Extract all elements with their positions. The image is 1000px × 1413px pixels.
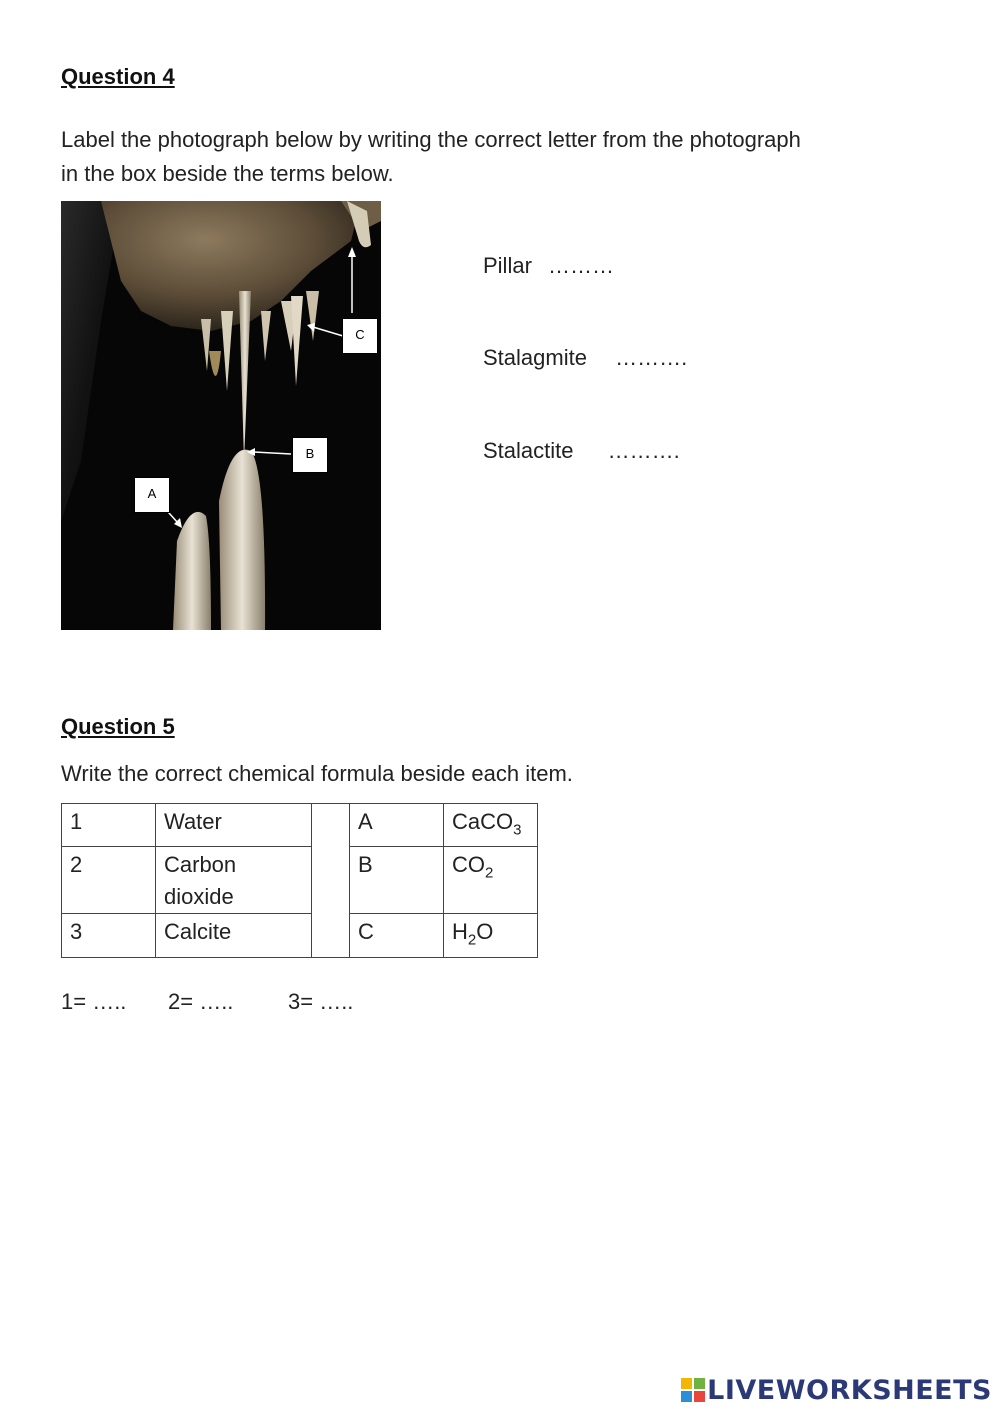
photo-label-b: B — [292, 437, 328, 473]
term-pillar — [483, 253, 614, 279]
photo-label-a: A — [134, 477, 170, 513]
term-stalagmite-label: Stalagmite — [483, 345, 587, 370]
term-stalactite-label: Stalactite — [483, 438, 574, 463]
logo-text: LIVEWORKSHEETS — [707, 1374, 992, 1406]
logo-icon — [681, 1378, 705, 1402]
question-4-title: Question 4 — [61, 64, 175, 89]
item-number: 3 — [62, 914, 156, 957]
table-row — [62, 914, 538, 957]
formula-value — [444, 914, 538, 957]
photo-label-c: C — [342, 318, 378, 354]
formula-subscript: 3 — [513, 821, 522, 839]
question-5-instruction: Write the correct chemical formula beside each item. — [61, 761, 573, 786]
term-stalagmite — [483, 345, 687, 371]
term-stalactite — [483, 438, 680, 464]
item-name: Carbon dioxide — [156, 847, 312, 914]
table-row — [62, 847, 538, 914]
term-stalactite-answer[interactable]: ………. — [607, 438, 680, 463]
term-stalagmite-answer[interactable]: ………. — [615, 345, 688, 370]
formula-value — [444, 804, 538, 847]
item-number: 1 — [62, 804, 156, 847]
formula-letter: A — [350, 804, 444, 847]
question-5-title: Question 5 — [61, 714, 175, 739]
cave-photograph — [61, 201, 381, 630]
answer-3[interactable]: 3= ….. — [288, 989, 354, 1014]
formula-letter: C — [350, 914, 444, 957]
cave-photo-illustration — [61, 201, 381, 630]
formula-letter: B — [350, 847, 444, 914]
question-4-instruction-line-2: in the box beside the terms below. — [61, 161, 394, 186]
answer-1[interactable]: 1= ….. — [61, 989, 127, 1014]
formula-base: CO — [452, 852, 485, 878]
item-number: 2 — [62, 847, 156, 914]
formula-subscript: 2 — [467, 931, 477, 949]
table-row — [62, 804, 538, 847]
item-name: Water — [156, 804, 312, 847]
liveworksheets-logo — [681, 1375, 992, 1405]
formula-value — [444, 847, 538, 914]
answer-2[interactable]: 2= ….. — [168, 989, 234, 1014]
item-name: Calcite — [156, 914, 312, 957]
term-pillar-label: Pillar — [483, 253, 532, 278]
formula-table — [61, 803, 538, 958]
table-gap — [312, 804, 350, 958]
question-4-instruction-line-1: Label the photograph below by writing the correct letter from the photograph — [61, 127, 801, 152]
term-pillar-answer[interactable]: ……… — [548, 253, 615, 278]
formula-base: H — [452, 919, 468, 945]
formula-subscript: 2 — [485, 864, 494, 882]
formula-base: CaCO — [452, 809, 514, 834]
formula-tail: O — [476, 919, 494, 945]
